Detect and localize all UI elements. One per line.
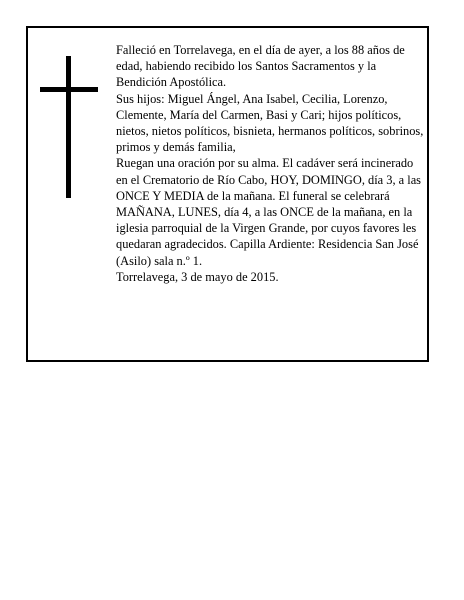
cross-horizontal-bar	[40, 87, 98, 92]
notice-paragraph-death: Falleció en Torrelavega, en el día de ayer, a los 88 años de edad, habiendo recibido los Santos Sacramentos y la Bendición Apostólica.	[116, 43, 405, 90]
notice-body	[116, 42, 424, 285]
latin-cross-icon	[40, 56, 98, 198]
notice-place-date: Torrelavega, 3 de mayo de 2015.	[116, 269, 279, 284]
obituary-notice	[26, 26, 429, 362]
cross-vertical-bar	[66, 56, 71, 198]
notice-paragraph-family: Sus hijos: Miguel Ángel, Ana Isabel, Cecilia, Lorenzo, Clemente, María del Carmen, Basi y Cari; hijos políticos, nietos, nietos políticos, bisnieta, hermanos políticos, sobrinos, primos y demás familia,	[116, 91, 424, 155]
notice-paragraph-arrangements: Ruegan una oración por su alma. El cadáver será incinerado en el Crematorio de Río Cabo, HOY, DOMINGO, día 3, a las ONCE Y MEDIA de la mañana. El funeral se celebrará MAÑANA, LUNES, día 4, a las ONCE de la mañana, en la iglesia parroquial de la Virgen Grande, por cuyos favores les quedaran agradecidos. Capilla Ardiente: Residencia San José (Asilo) sala n.º 1.	[116, 156, 422, 268]
